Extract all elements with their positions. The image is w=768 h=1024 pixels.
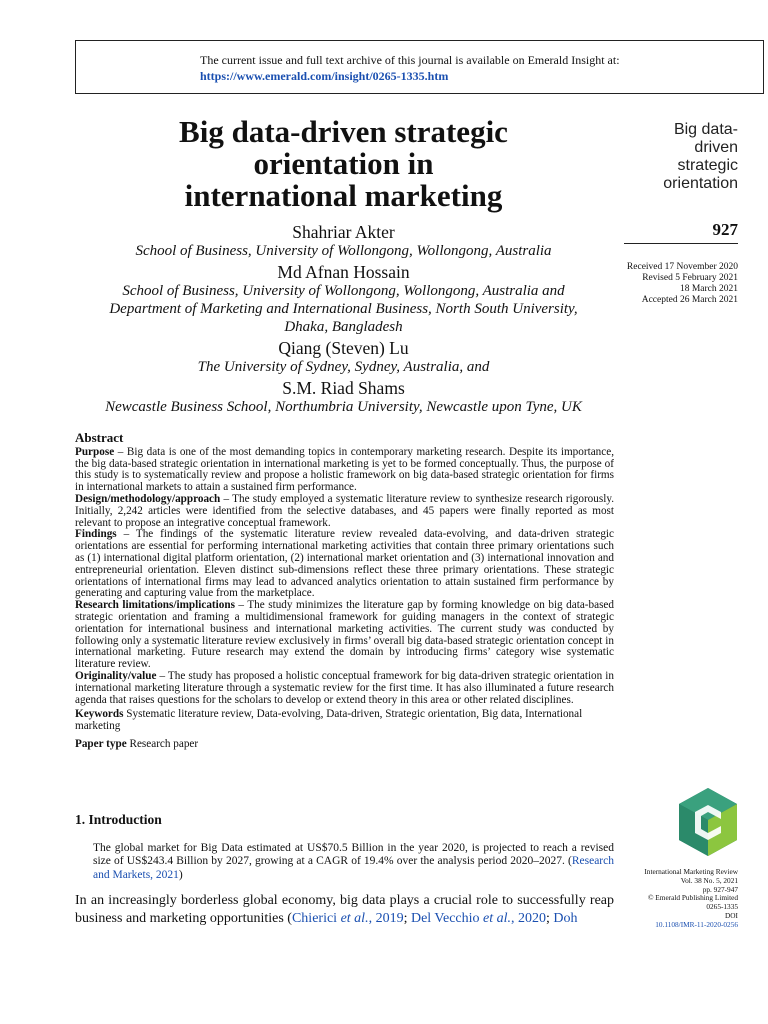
page-number-rule xyxy=(624,243,738,244)
running-head-line: orientation xyxy=(663,175,738,192)
abstract-label: Originality/value xyxy=(75,669,157,682)
abstract-findings xyxy=(75,529,614,600)
citation-year: , 2020 xyxy=(511,911,547,927)
submission-dates xyxy=(598,262,738,306)
quote-end: ) xyxy=(178,868,183,881)
author-name: S.M. Riad Shams xyxy=(282,378,405,398)
keywords-text: Systematic literature review, Data-evolving, Data-driven, Strategic orientation, Big data, International marketing xyxy=(75,708,583,733)
introduction-section xyxy=(75,812,614,928)
running-head xyxy=(618,121,738,193)
journal-url-link[interactable]: https://www.emerald.com/insight/0265-1335.htm xyxy=(200,69,449,83)
citation-author: Del Vecchio xyxy=(410,911,484,927)
citation-separator: ; xyxy=(403,911,411,927)
date-line: 18 March 2021 xyxy=(679,284,738,294)
author-affiliation: Department of Marketing and International Business, North South University, xyxy=(109,301,578,317)
abstract-text: – The study employed a systematic literature review to synthesize research rigorously. Initially, 2,242 articles were identified from the selective databases, and 45 papers were finally reported as most relevant to propose an integrative conceptual framework. xyxy=(75,492,614,529)
abstract-label: Design/methodology/approach xyxy=(75,492,221,505)
author-affiliation: Dhaka, Bangladesh xyxy=(284,319,403,335)
abstract-label: Research limitations/implications xyxy=(75,599,235,612)
article-title xyxy=(75,116,612,212)
journal-info-line: pp. 927-947 xyxy=(702,884,738,894)
citation-etal: et al. xyxy=(483,911,512,927)
abstract-text: – The study has proposed a holistic conceptual framework for big data-driven strategic orientation in international marketing literature through a systematic review for the first time. It has also illuminated a future research agenda that raises questions for the scholars to develop or extend theory in this area or other related disciplines. xyxy=(75,669,614,706)
citation-link[interactable]: Research and Markets, 2021 xyxy=(93,855,614,881)
date-line: Received 17 November 2020 xyxy=(626,262,738,272)
introduction-heading: 1. Introduction xyxy=(75,812,162,827)
author-name: Md Afnan Hossain xyxy=(277,262,410,282)
abstract-design xyxy=(75,494,614,529)
doi-link[interactable]: 10.1108/IMR-11-2020-0256 xyxy=(655,919,738,929)
author-name: Qiang (Steven) Lu xyxy=(278,338,409,358)
abstract-label: Purpose xyxy=(75,445,115,458)
author-affiliation: The University of Sydney, Sydney, Australia, and xyxy=(197,359,490,375)
title-line: Big data-driven strategic xyxy=(179,114,508,149)
intro-paragraph xyxy=(75,892,614,928)
author-affiliation: School of Business, University of Wollongong, Wollongong, Australia and xyxy=(122,283,565,299)
citation-link[interactable] xyxy=(292,911,404,926)
title-line: international marketing xyxy=(184,178,503,213)
journal-info-line: Vol. 38 No. 5, 2021 xyxy=(680,875,738,885)
quote-text: The global market for Big Data estimated at US$70.5 Billion in the year 2020, is projected to reach a revised size of US$243.4 Billion by 2027, growing at a CAGR of 19.4% over the analysis period 2020–2027. ( xyxy=(93,842,614,868)
citation-link[interactable] xyxy=(411,911,546,926)
abstract-section xyxy=(75,432,614,751)
journal-availability-box xyxy=(75,40,764,94)
abstract-text: – Big data is one of the most demanding topics in contemporary marketing research. Despite its importance, the big data-based strategic orientation in international marketing is yet to be formed conceptually. Thus, the purpose of this study is to systematically review and propose a holistic framework on big data-based strategic orientation for firms in international markets to attain a sustained firm performance. xyxy=(75,445,614,494)
date-line: Accepted 26 March 2021 xyxy=(641,295,738,305)
abstract-purpose xyxy=(75,447,614,494)
abstract-limitations xyxy=(75,600,614,671)
title-line: orientation in xyxy=(253,146,434,181)
citation-author: Chierici xyxy=(291,911,341,927)
abstract-label: Findings xyxy=(75,528,117,541)
author-affiliation: Newcastle Business School, Northumbria University, Newcastle upon Tyne, UK xyxy=(105,399,582,415)
author-name: Shahriar Akter xyxy=(292,222,395,242)
paragraph-text: In an increasingly borderless global economy, big data plays a crucial role to successfully reap business and marketing opportunities ( xyxy=(75,893,614,927)
running-head-line: Big data- xyxy=(673,121,738,138)
abstract-originality xyxy=(75,671,614,706)
paper-type-label: Paper type xyxy=(75,737,127,750)
abstract-heading: Abstract xyxy=(75,430,124,445)
keywords-label: Keywords xyxy=(75,708,124,721)
journal-info-line: International Marketing Review xyxy=(644,867,738,876)
keywords xyxy=(75,709,614,733)
page-number: 927 xyxy=(712,220,738,239)
running-head-line: strategic xyxy=(677,157,738,174)
abstract-text: – The study minimizes the literature gap by forming knowledge on big data-based strategic orientation and framing a multidimensional framework for guiding managers in the context of strategic orientation for international business and international marketing activities. The current study was conducted by following only a systematic literature review exclusively in firms’ overall big data-based strategic orientation concept in international marketing. Future research may extend the domain by introducing firms’ category wise systematic literature review. xyxy=(75,599,614,671)
market-quote xyxy=(93,842,614,882)
citation-separator: ; xyxy=(546,911,554,927)
author-affiliation: School of Business, University of Wollongong, Wollongong, Australia xyxy=(135,243,552,259)
journal-info-line: © Emerald Publishing Limited xyxy=(647,893,738,903)
author-block xyxy=(75,222,612,416)
publisher-logo-icon xyxy=(677,786,739,858)
doi-line xyxy=(578,912,738,930)
abstract-text: – The findings of the systematic literature review revealed data-evolving, and data-driven strategic orientations are essential for performing international marketing activities that contain three primary orientations such as (1) international digital platform orientation, (2) international market orientation and (3) international innovation and entrepreneurial orientation. Eleven distinct sub-dimensions reflect these three primary orientations. These strategic orientations of international firms may lead to advanced analytics orientation to attain sustained firm performance by generating and capturing value from the marketplace. xyxy=(75,528,614,600)
paper-type xyxy=(75,739,614,751)
citation-etal: et al. xyxy=(340,911,369,927)
journal-info xyxy=(578,868,738,930)
availability-text: The current issue and full text archive of this journal is available on Emerald Insight at: xyxy=(200,53,620,67)
citation-link[interactable]: Doh xyxy=(553,911,578,927)
running-head-line: driven xyxy=(694,139,738,156)
journal-info-line: 0265-1335 xyxy=(706,902,738,912)
citation-year: , 2019 xyxy=(368,911,404,927)
date-line: Revised 5 February 2021 xyxy=(642,273,738,283)
doi-label: DOI xyxy=(725,910,738,920)
paper-type-text: Research paper xyxy=(126,737,199,750)
